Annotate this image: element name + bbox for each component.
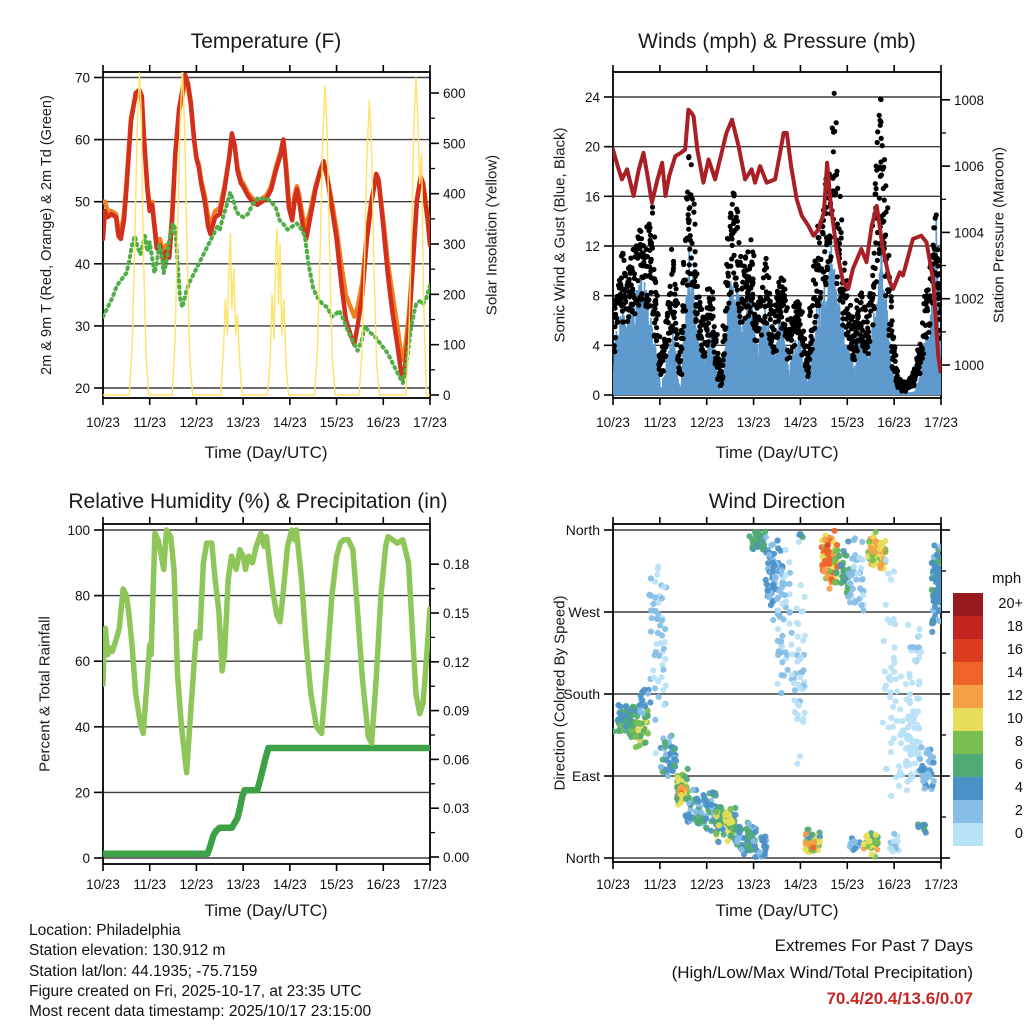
y-tick-label: 40	[74, 719, 90, 735]
colorbar-label: 16	[1006, 642, 1023, 658]
temperature-plot	[103, 68, 430, 395]
y-tick-label: 300	[443, 237, 466, 253]
x-tick-label: 13/23	[226, 415, 261, 430]
y-tick-label: 1002	[954, 291, 985, 307]
winds-plot	[609, 91, 944, 395]
y-tick-label: 12	[584, 238, 600, 254]
x-tick-label: 14/23	[783, 415, 818, 430]
x-tick-label: 15/23	[319, 415, 354, 430]
station-location: Location: Philadelphia	[29, 922, 181, 939]
y-tick-label: 20	[584, 139, 600, 155]
x-tick-label: 12/23	[179, 415, 214, 430]
colorbar-label: 12	[1006, 688, 1023, 704]
series-line	[103, 530, 430, 773]
x-tick-label: 12/23	[689, 877, 724, 892]
y-tick-label: 0.18	[443, 557, 470, 573]
winds-pressure-title: Winds (mph) & Pressure (mb)	[638, 30, 916, 53]
y-tick-label: 60	[74, 132, 90, 148]
x-tick-label: 15/23	[319, 877, 354, 892]
colorbar-label: 4	[1014, 780, 1023, 796]
y-tick-label: 200	[443, 287, 466, 303]
colorbar-cell	[953, 754, 983, 777]
y-tick-label: 0.09	[443, 703, 470, 719]
y-tick-label: 40	[74, 256, 90, 272]
winds-xaxis-label: Time (Day/UTC)	[715, 443, 839, 462]
series-line	[103, 75, 430, 379]
x-tick-label: 11/23	[133, 877, 167, 892]
extremes-title: Extremes For Past 7 Days	[774, 936, 973, 955]
x-tick-label: 17/23	[413, 877, 447, 892]
x-tick-label: 11/23	[643, 415, 677, 430]
winds-yaxis-right-label: Station Pressure (Maroon)	[990, 147, 1008, 323]
extremes-subtitle: (High/Low/Max Wind/Total Precipitation)	[671, 962, 973, 982]
y-tick-label: 0.12	[443, 654, 470, 670]
winds-yaxis-left-label: Sonic Wind & Gust (Blue, Black)	[551, 127, 569, 343]
y-tick-label: 20	[74, 785, 90, 801]
y-tick-label: 1006	[954, 159, 985, 175]
x-tick-label: 16/23	[877, 415, 912, 430]
y-tick-label: 0.06	[443, 752, 470, 768]
y-tick-label: East	[571, 768, 600, 785]
x-tick-label: 16/23	[366, 877, 401, 892]
colorbar-label: 0	[1014, 826, 1023, 842]
humidity-plot	[103, 530, 430, 854]
colorbar-cell	[953, 731, 983, 754]
y-tick-label: West	[568, 604, 600, 621]
colorbar-label: 14	[1006, 665, 1023, 681]
station-latlon: Station lat/lon: 44.1935; -75.7159	[29, 962, 258, 980]
humidity-precip-title: Relative Humidity (%) & Precipitation (in)	[68, 490, 448, 513]
x-tick-label: 15/23	[830, 877, 865, 892]
colorbar-label: 2	[1014, 803, 1023, 819]
y-tick-label: 100	[443, 337, 466, 353]
x-tick-label: 14/23	[783, 877, 818, 892]
y-tick-label: 0	[592, 388, 600, 403]
x-tick-label: 17/23	[413, 415, 447, 430]
colorbar-title: mph	[992, 570, 1022, 587]
colorbar-cell	[953, 685, 983, 708]
y-tick-label: 1000	[954, 358, 985, 373]
y-tick-label: 4	[592, 338, 600, 354]
x-tick-label: 11/23	[133, 415, 167, 430]
colorbar-label: 6	[1014, 757, 1023, 773]
y-tick-label: 600	[443, 86, 466, 102]
y-tick-label: 400	[443, 186, 466, 202]
colorbar-label: 20+	[998, 596, 1023, 612]
colorbar-cell	[953, 777, 983, 800]
colorbar-cell	[953, 823, 983, 846]
extremes-values: 70.4/20.4/13.6/0.07	[826, 989, 973, 1008]
temperature-yaxis-left-label: 2m & 9m T (Red, Orange) & 2m Td (Green)	[39, 95, 55, 375]
colorbar-cell	[953, 639, 983, 662]
x-tick-label: 17/23	[924, 877, 958, 892]
y-tick-label: North	[565, 522, 600, 539]
y-tick-label: 0.15	[443, 605, 470, 621]
y-tick-label: 500	[443, 136, 466, 152]
colorbar-cell	[953, 800, 983, 823]
y-tick-label: 0.00	[443, 850, 470, 865]
x-tick-label: 15/23	[830, 415, 865, 430]
x-tick-label: 17/23	[924, 415, 958, 430]
figure-created: Figure created on Fri, 2025-10-17, at 23:35 UTC	[29, 982, 362, 1000]
y-tick-label: 8	[592, 288, 600, 304]
x-tick-label: 16/23	[877, 877, 912, 892]
y-tick-label: 70	[74, 70, 90, 86]
y-tick-label: 0	[443, 388, 451, 403]
wind-direction-yaxis-left-label: Direction (Colored By Speed)	[551, 595, 569, 791]
y-tick-label: 16	[584, 189, 600, 205]
colorbar-cell	[953, 662, 983, 685]
y-tick-label: South	[563, 686, 600, 703]
station-info	[29, 921, 371, 1022]
temperature-title: Temperature (F)	[190, 30, 342, 53]
colorbar-cell	[953, 616, 983, 639]
y-tick-label: 24	[584, 89, 600, 105]
colorbar-label: 8	[1014, 734, 1023, 750]
y-tick-label: 0	[82, 851, 90, 866]
temperature-yaxis-right-label: Solar Insolation (Yellow)	[483, 154, 501, 316]
y-tick-label: 1004	[954, 225, 985, 241]
station-elevation: Station elevation: 130.912 m	[29, 942, 226, 960]
x-tick-label: 10/23	[596, 415, 630, 430]
y-tick-label: 60	[74, 654, 90, 670]
y-tick-label: 80	[74, 588, 90, 604]
x-tick-label: 13/23	[736, 415, 771, 430]
x-tick-label: 14/23	[272, 877, 307, 892]
y-tick-label: 100	[67, 523, 90, 538]
extremes-block	[672, 933, 973, 1013]
colorbar-cell	[953, 593, 983, 616]
x-tick-label: 13/23	[736, 877, 771, 892]
data-timestamp: Most recent data timestamp: 2025/10/17 23:15:00	[29, 1003, 372, 1021]
wind-direction-title: Wind Direction	[708, 490, 846, 513]
y-tick-label: North	[565, 850, 600, 866]
y-tick-label: 0.03	[443, 801, 470, 817]
series-line	[103, 748, 430, 854]
x-tick-label: 10/23	[86, 877, 120, 892]
wind-direction-xaxis-label: Time (Day/UTC)	[715, 901, 839, 920]
colorbar-label: 10	[1006, 711, 1023, 727]
x-tick-label: 12/23	[179, 877, 214, 892]
x-tick-label: 10/23	[86, 415, 120, 430]
x-tick-label: 13/23	[226, 877, 261, 892]
y-tick-label: 50	[74, 194, 90, 210]
humidity-yaxis-left-label: Percent & Total Rainfall	[36, 616, 54, 772]
x-tick-label: 11/23	[643, 877, 677, 892]
x-tick-label: 12/23	[689, 415, 724, 430]
y-tick-label: 30	[74, 318, 90, 334]
x-tick-label: 16/23	[366, 415, 401, 430]
y-tick-label: 1008	[954, 92, 985, 108]
x-tick-label: 14/23	[272, 415, 307, 430]
temperature-xaxis-label: Time (Day/UTC)	[204, 443, 328, 462]
x-tick-label: 10/23	[596, 877, 630, 892]
y-tick-label: 20	[74, 381, 90, 396]
humidity-xaxis-label: Time (Day/UTC)	[204, 901, 328, 920]
colorbar-cell	[953, 708, 983, 731]
colorbar-label: 18	[1006, 619, 1023, 635]
